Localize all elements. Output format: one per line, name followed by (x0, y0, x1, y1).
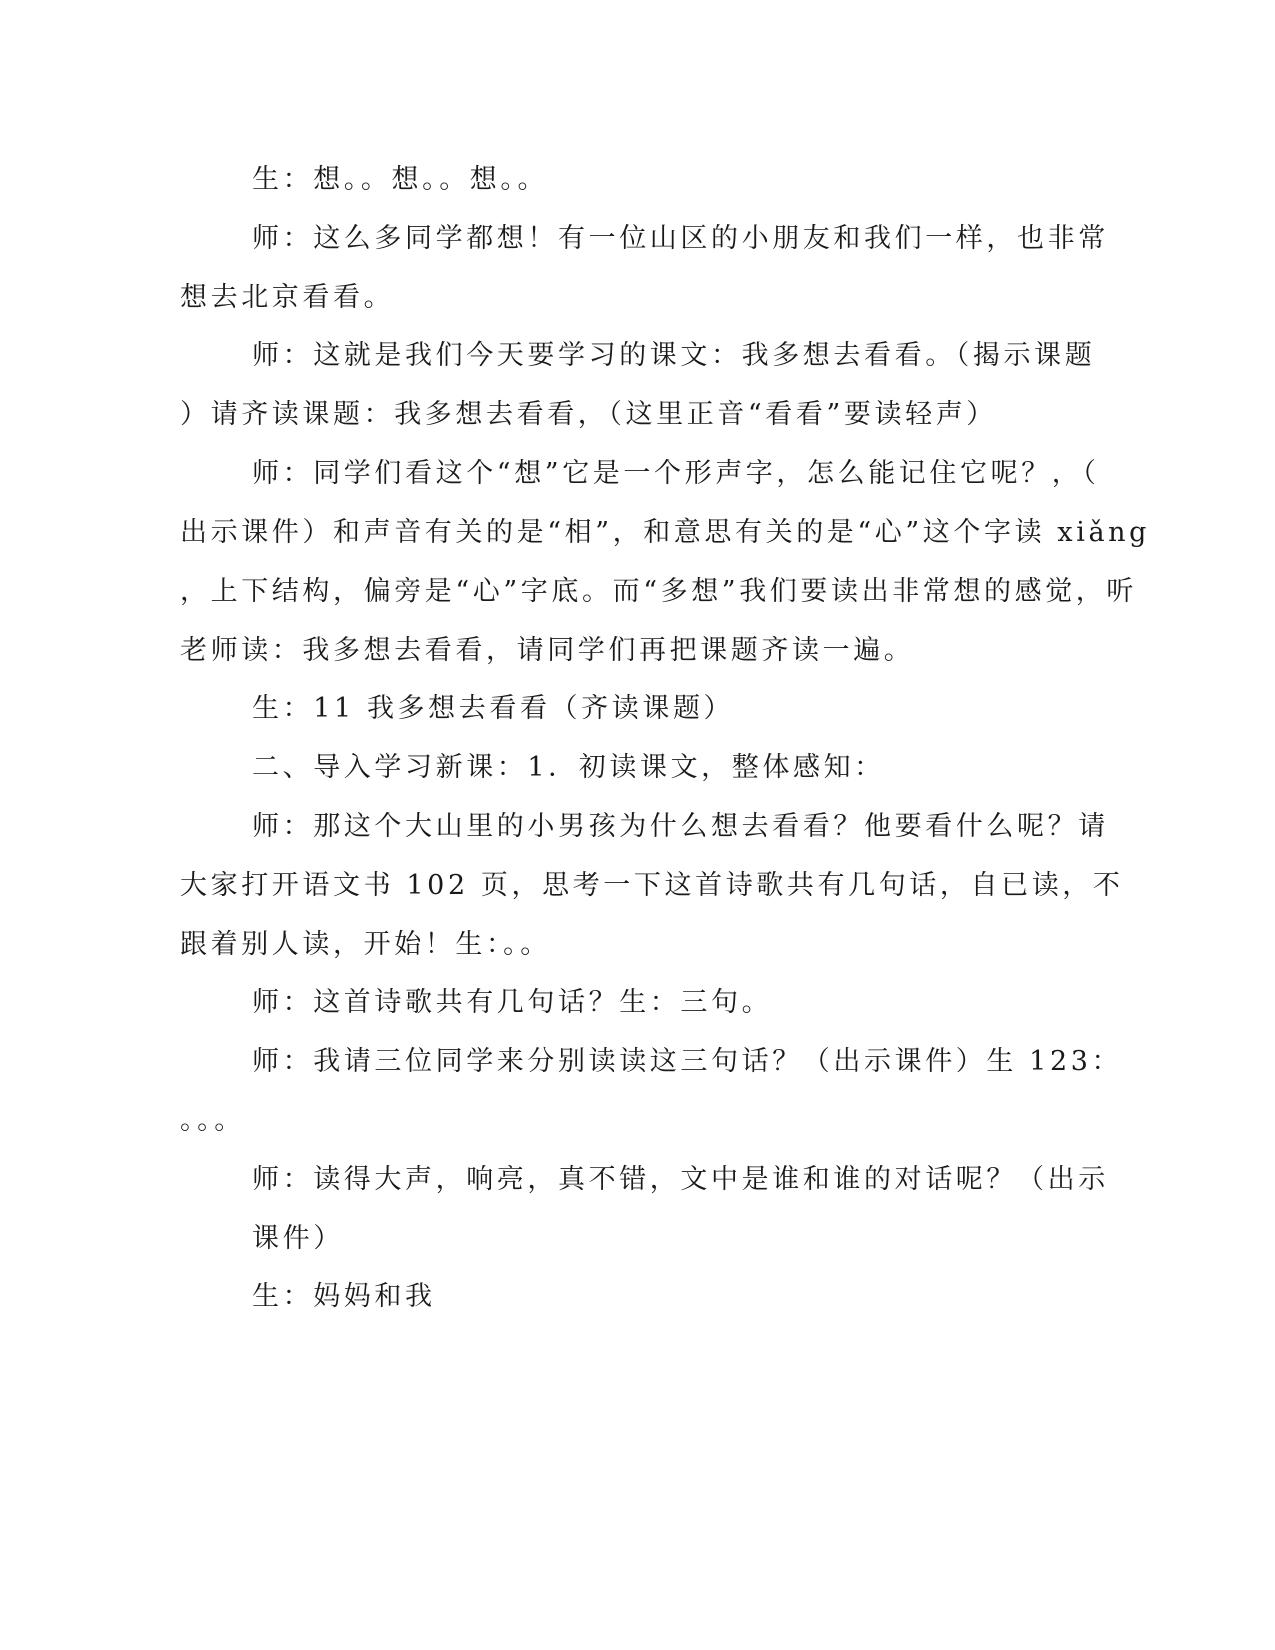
text-line: 师：同学们看这个“想”它是一个形声字，怎么能记住它呢？，（ (252, 458, 1100, 489)
text-line: 想去北京看看。 (180, 282, 395, 313)
text-line: 生：11 我多想去看看（齐读课题） (252, 693, 735, 724)
text-line: 生：妈妈和我 (252, 1281, 436, 1312)
text-line: 师：这首诗歌共有几句话？生：三句。 (252, 987, 773, 1018)
text-line: 老师读：我多想去看看，请同学们再把课题齐读一遍。 (180, 635, 915, 666)
text-line: 跟着别人读，开始！生：。。 (180, 929, 551, 960)
text-line: 师：我请三位同学来分别读读这三句话？（出示课件）生 123： (252, 1046, 1123, 1077)
text-line: 二、导入学习新课：1．初读课文，整体感知： (252, 752, 885, 783)
text-line: 师：读得大声，响亮，真不错，文中是谁和谁的对话呢？（出示 (252, 1164, 1109, 1195)
text-line: ，上下结构，偏旁是“心”字底。而“多想”我们要读出非常想的感觉，听 (180, 576, 1138, 607)
text-line: 师：这么多同学都想！有一位山区的小朋友和我们一样，也非常 (252, 223, 1109, 254)
text-line: 。。。 (180, 1105, 245, 1136)
text-line: 生：想。。想。。想。。 (252, 164, 549, 195)
text-line: ）请齐读课题：我多想去看看，（这里正音“看看”要读轻声） (180, 399, 997, 430)
text-line: 师：那这个大山里的小男孩为什么想去看看？他要看什么呢？请 (252, 811, 1109, 842)
text-line: 出示课件）和声音有关的是“相”，和意思有关的是“心”这个字读 xiǎng (180, 517, 1151, 548)
text-line: 课件） (252, 1223, 344, 1254)
text-line: 师：这就是我们今天要学习的课文：我多想去看看。（揭示课题 (252, 340, 1096, 371)
text-line: 大家打开语文书 102 页，思考一下这首诗歌共有几句话，自已读，不 (180, 870, 1124, 901)
